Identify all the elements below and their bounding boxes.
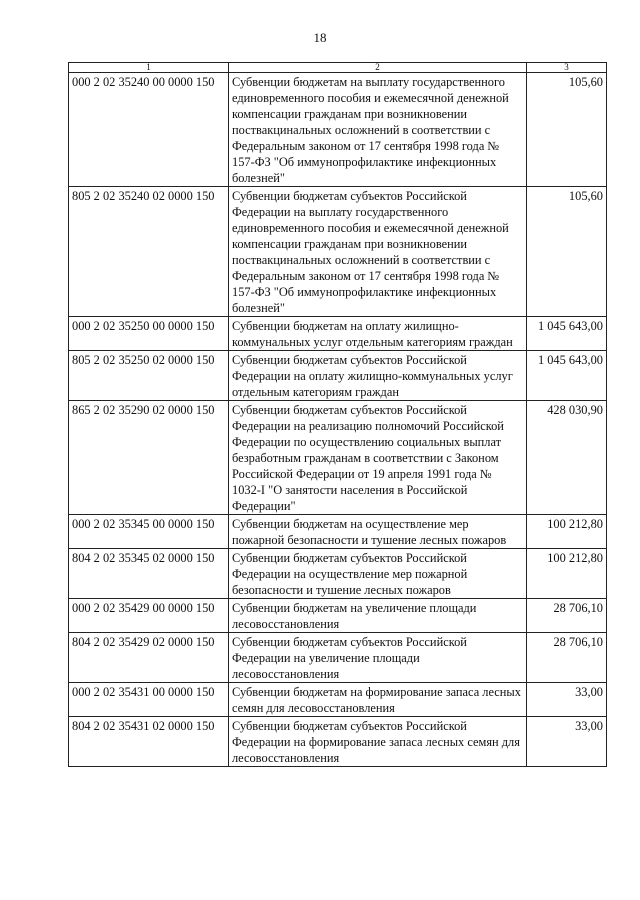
name-cell: Субвенции бюджетам субъектов Российской Федерации на оплату жилищно-коммунальных услуг отдельным категориям граждан bbox=[229, 351, 527, 401]
amount-cell: 1 045 643,00 bbox=[527, 317, 607, 351]
code-cell: 804 2 02 35345 02 0000 150 bbox=[69, 549, 229, 599]
amount-cell: 428 030,90 bbox=[527, 401, 607, 515]
amount-cell: 100 212,80 bbox=[527, 549, 607, 599]
amount-cell: 105,60 bbox=[527, 73, 607, 187]
name-cell: Субвенции бюджетам субъектов Российской Федерации на реализацию полномочий Российской Федерации по осуществлению социальных выплат безработным гражданам в соответствии с Законом Российской Федерации от 19 апреля 1991 года № 1032-I "О занятости населения в Российской Федерации" bbox=[229, 401, 527, 515]
column-header-2: 2 bbox=[229, 63, 527, 73]
amount-cell: 1 045 643,00 bbox=[527, 351, 607, 401]
table-row bbox=[69, 683, 607, 717]
code-cell: 000 2 02 35250 00 0000 150 bbox=[69, 317, 229, 351]
code-cell: 000 2 02 35429 00 0000 150 bbox=[69, 599, 229, 633]
table-row bbox=[69, 401, 607, 515]
table-row bbox=[69, 515, 607, 549]
name-cell: Субвенции бюджетам на осуществление мер пожарной безопасности и тушение лесных пожаров bbox=[229, 515, 527, 549]
name-cell: Субвенции бюджетам субъектов Российской Федерации на выплату государственного единовременного пособия и ежемесячной денежной компенсации гражданам при возникновении поствакцинальных осложнений в соответствии с Федеральным законом от 17 сентября 1998 года № 157-ФЗ "Об иммунопрофилактике инфекционных болезней" bbox=[229, 187, 527, 317]
amount-cell: 28 706,10 bbox=[527, 599, 607, 633]
amount-cell: 105,60 bbox=[527, 187, 607, 317]
code-cell: 000 2 02 35431 00 0000 150 bbox=[69, 683, 229, 717]
table-row bbox=[69, 717, 607, 767]
amount-cell: 33,00 bbox=[527, 683, 607, 717]
name-cell: Субвенции бюджетам на увеличение площади лесовосстановления bbox=[229, 599, 527, 633]
code-cell: 805 2 02 35250 02 0000 150 bbox=[69, 351, 229, 401]
name-cell: Субвенции бюджетам субъектов Российской Федерации на формирование запаса лесных семян для лесовосстановления bbox=[229, 717, 527, 767]
table-row bbox=[69, 187, 607, 317]
table-row bbox=[69, 549, 607, 599]
header-row bbox=[69, 63, 607, 73]
amount-cell: 100 212,80 bbox=[527, 515, 607, 549]
code-cell: 865 2 02 35290 02 0000 150 bbox=[69, 401, 229, 515]
amount-cell: 33,00 bbox=[527, 717, 607, 767]
page-number: 18 bbox=[313, 30, 327, 45]
table-row bbox=[69, 633, 607, 683]
column-header-1: 1 bbox=[69, 63, 229, 73]
code-cell: 000 2 02 35345 00 0000 150 bbox=[69, 515, 229, 549]
budget-table bbox=[68, 62, 607, 767]
name-cell: Субвенции бюджетам субъектов Российской Федерации на осуществление мер пожарной безопасности и тушение лесных пожаров bbox=[229, 549, 527, 599]
code-cell: 000 2 02 35240 00 0000 150 bbox=[69, 73, 229, 187]
table-row bbox=[69, 317, 607, 351]
amount-cell: 28 706,10 bbox=[527, 633, 607, 683]
name-cell: Субвенции бюджетам на формирование запаса лесных семян для лесовосстановления bbox=[229, 683, 527, 717]
table-row bbox=[69, 351, 607, 401]
table-row bbox=[69, 73, 607, 187]
table-row bbox=[69, 599, 607, 633]
column-header-3: 3 bbox=[527, 63, 607, 73]
name-cell: Субвенции бюджетам на выплату государственного единовременного пособия и ежемесячной денежной компенсации гражданам при возникновении поствакцинальных осложнений в соответствии с Федеральным законом от 17 сентября 1998 года № 157-ФЗ "Об иммунопрофилактике инфекционных болезней" bbox=[229, 73, 527, 187]
name-cell: Субвенции бюджетам на оплату жилищно-коммунальных услуг отдельным категориям граждан bbox=[229, 317, 527, 351]
name-cell: Субвенции бюджетам субъектов Российской Федерации на увеличение площади лесовосстановления bbox=[229, 633, 527, 683]
code-cell: 804 2 02 35431 02 0000 150 bbox=[69, 717, 229, 767]
code-cell: 805 2 02 35240 02 0000 150 bbox=[69, 187, 229, 317]
code-cell: 804 2 02 35429 02 0000 150 bbox=[69, 633, 229, 683]
